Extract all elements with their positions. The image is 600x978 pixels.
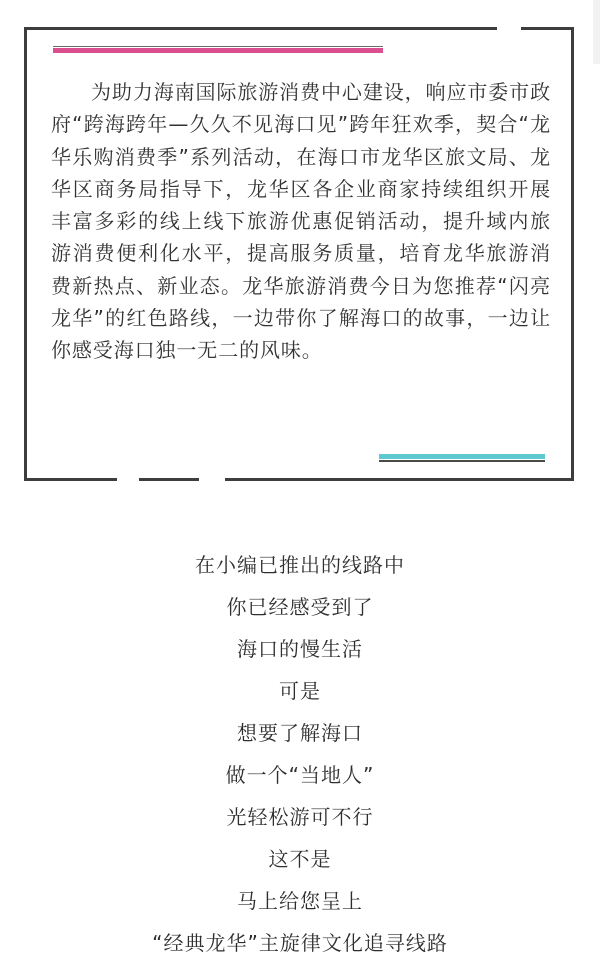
poem-line: 光轻松游可不行 (226, 805, 374, 829)
poem-line: “经典龙华”主旋律文化追寻线路 (152, 931, 448, 955)
poem-line: 做一个“当地人” (225, 763, 375, 787)
frame-gap-top (497, 26, 521, 31)
poem-line: 想要了解海口 (237, 721, 363, 745)
page-edge-decoration (593, 0, 600, 64)
teal-accent-underline (379, 460, 545, 462)
teal-accent-fill (379, 454, 545, 459)
poem-lines (0, 548, 600, 968)
intro-frame (24, 27, 574, 481)
poem-line: 马上给您呈上 (237, 889, 363, 913)
poem-line: 海口的慢生活 (237, 637, 363, 661)
poem-line: 你已经感受到了 (226, 595, 374, 619)
teal-accent-bar (379, 454, 545, 462)
poem-line: 这不是 (268, 847, 332, 871)
poem-line: 在小编已推出的线路中 (195, 553, 405, 577)
intro-paragraph: 为助力海南国际旅游消费中心建设，响应市委市政府“跨海跨年—久久不见海口见”跨年狂欢季，契合“龙华乐购消费季”系列活动，在海口市龙华区旅文局、龙华区商务局指导下，龙华区各企业商家持续组织开展丰富多彩的线上线下旅游优惠促销活动，提升域内旅游消费便利化水平，提高服务质量，培育龙华旅游消费新热点、新业态。龙华旅游消费今日为您推荐“闪亮龙华”的红色路线，一边带你了解海口的故事，一边让你感受海口独一无二的风味。 (51, 80, 551, 363)
frame-gap-bottom-center (199, 477, 225, 482)
pink-accent-bar (53, 46, 383, 53)
poem-line: 可是 (279, 679, 321, 703)
frame-gap-bottom-left (117, 477, 139, 482)
pink-accent-fill (53, 48, 383, 53)
